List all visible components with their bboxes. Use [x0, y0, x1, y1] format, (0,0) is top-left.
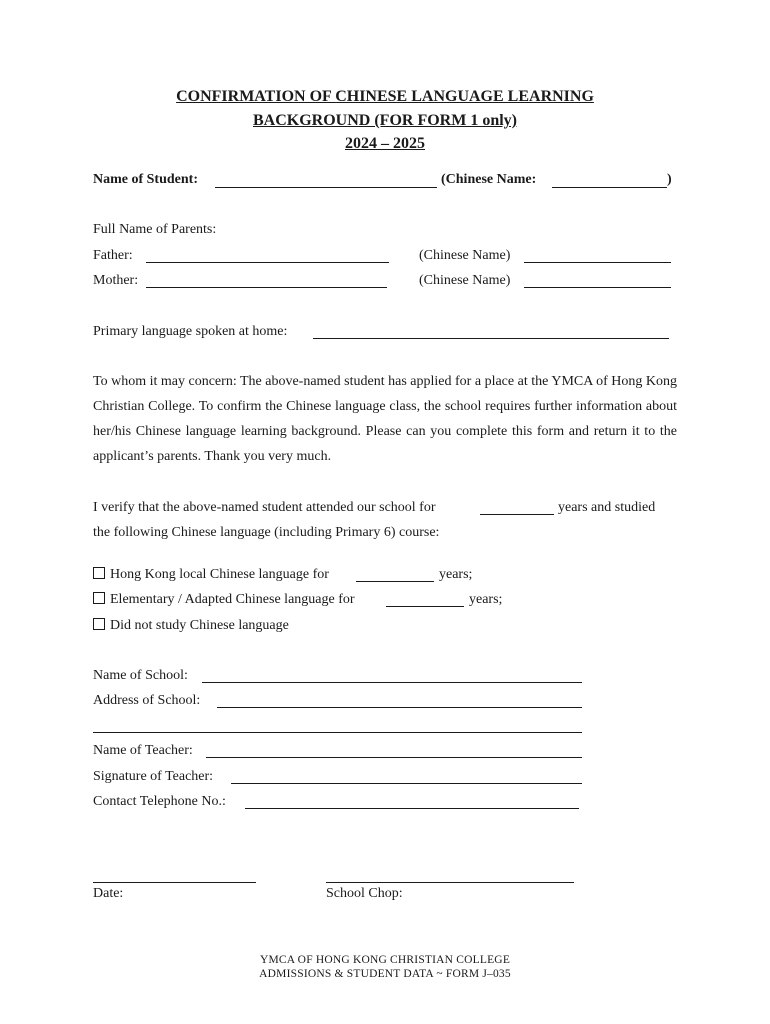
mother-name-field[interactable]	[146, 287, 387, 288]
student-chinese-name-label: (Chinese Name:	[441, 172, 537, 187]
father-chinese-name-label: (Chinese Name)	[419, 248, 511, 263]
option-hk-local-label: Hong Kong local Chinese language for	[110, 567, 329, 582]
academic-year: 2024 – 2025	[345, 135, 425, 152]
option-hk-local	[93, 567, 329, 583]
elementary-years-field[interactable]	[386, 606, 464, 607]
elementary-checkbox[interactable]	[93, 592, 105, 604]
option-hk-local-suffix: years;	[439, 567, 473, 582]
not-studied-checkbox[interactable]	[93, 618, 105, 630]
years-attended-field[interactable]	[480, 514, 554, 515]
verify-line1-suffix: years and studied	[558, 500, 656, 515]
student-name-label: Name of Student:	[93, 172, 198, 187]
hk-local-checkbox[interactable]	[93, 567, 105, 579]
concern-paragraph: To whom it may concern: The above-named student has applied for a place at the YMCA of Hong Kong Christian College. To confirm the Chinese language class, the school requires further information about her/his Chinese language learning background. Please can you complete this form and return it to the applicant’s parents. Thank you very much.	[93, 374, 677, 464]
teacher-name-field[interactable]	[206, 757, 582, 758]
school-chop-label: School Chop:	[326, 886, 403, 901]
school-address-label: Address of School:	[93, 693, 201, 708]
option-elementary-label: Elementary / Adapted Chinese language for	[110, 592, 355, 607]
verify-line2-text: the following Chinese language (including Primary 6) course:	[93, 525, 440, 540]
option-not-studied	[93, 618, 289, 634]
teacher-signature-field[interactable]	[231, 783, 582, 784]
father-name-field[interactable]	[146, 262, 389, 263]
verify-line1-text: I verify that the above-named student attended our school for	[93, 500, 436, 515]
mother-chinese-name-label: (Chinese Name)	[419, 273, 511, 288]
option-elementary	[93, 592, 355, 608]
footer-form-code: ADMISSIONS & STUDENT DATA ~ FORM J–035	[259, 968, 511, 980]
mother-label: Mother:	[93, 273, 139, 288]
date-field[interactable]	[93, 882, 256, 883]
mother-chinese-name-field[interactable]	[524, 287, 671, 288]
school-name-field[interactable]	[202, 682, 582, 683]
parents-heading: Full Name of Parents:	[93, 222, 217, 237]
home-language-field[interactable]	[313, 338, 669, 339]
father-chinese-name-field[interactable]	[524, 262, 671, 263]
option-not-studied-label: Did not study Chinese language	[110, 618, 289, 633]
form-title-line1: CONFIRMATION OF CHINESE LANGUAGE LEARNING	[176, 88, 594, 105]
teacher-name-label: Name of Teacher:	[93, 743, 193, 758]
school-address-field-line1[interactable]	[217, 707, 582, 708]
hk-local-years-field[interactable]	[356, 581, 434, 582]
contact-phone-field[interactable]	[245, 808, 579, 809]
form-title-line2: BACKGROUND (FOR FORM 1 only)	[253, 112, 517, 129]
father-label: Father:	[93, 248, 133, 263]
contact-phone-label: Contact Telephone No.:	[93, 794, 226, 809]
school-name-label: Name of School:	[93, 668, 188, 683]
date-label: Date:	[93, 886, 124, 901]
school-chop-field[interactable]	[326, 882, 574, 883]
student-chinese-name-close: )	[667, 172, 672, 187]
teacher-signature-label: Signature of Teacher:	[93, 769, 214, 784]
school-address-field-line2[interactable]	[93, 732, 582, 733]
option-elementary-suffix: years;	[469, 592, 503, 607]
student-name-field[interactable]	[215, 187, 437, 188]
footer-college-name: YMCA OF HONG KONG CHRISTIAN COLLEGE	[259, 954, 511, 966]
home-language-label: Primary language spoken at home:	[93, 324, 288, 339]
student-chinese-name-field[interactable]	[552, 187, 667, 188]
